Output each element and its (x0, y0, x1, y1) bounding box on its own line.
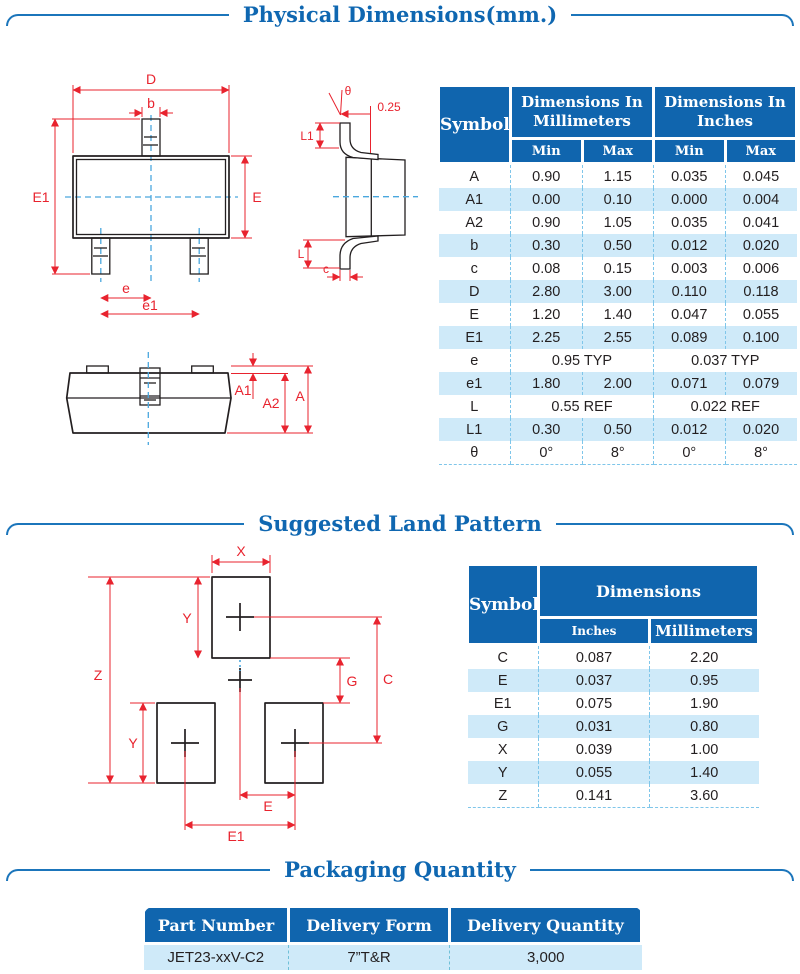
value-cell: 0° (654, 441, 726, 465)
value-cell: 1.15 (582, 164, 654, 189)
symbol-cell: C (497, 649, 508, 666)
section-title-physical-dimensions (0, 2, 800, 27)
delivery-quantity-cell: 3,000 (450, 944, 642, 971)
symbol-cell: Z (468, 784, 539, 808)
value-cell: 0.110 (654, 280, 726, 303)
dim-label-A: A (295, 388, 305, 404)
value-cell: 1.40 (650, 761, 759, 784)
col-header-millimeters: Millimeters (650, 618, 759, 645)
table-row (468, 738, 759, 761)
value-cell: 0.000 (654, 188, 726, 211)
lead-top (340, 123, 378, 160)
page-title: Physical Dimensions(mm.) (242, 2, 558, 27)
value-cell: 0.012 (654, 234, 726, 257)
table-row (468, 761, 759, 784)
dim-label-E1: E1 (227, 828, 245, 844)
value-cell: 0.087 (539, 645, 650, 670)
table-row (468, 715, 759, 738)
value-cell: 0° (511, 441, 583, 465)
symbol-cell: c (470, 260, 478, 277)
dim-label-Y-bottom: Y (128, 735, 138, 751)
section-title-packaging (0, 857, 800, 882)
value-cell: 0.071 (654, 372, 726, 395)
value-cell: 1.80 (511, 372, 583, 395)
title-rule-left (6, 869, 270, 881)
value-cell: 2.80 (511, 280, 583, 303)
symbol-cell: b (439, 234, 511, 257)
value-cell: 0.90 (511, 164, 583, 189)
value-cell: 0.020 (725, 234, 797, 257)
col-header-delivery-quantity: Delivery Quantity (450, 907, 642, 944)
table-row (439, 349, 797, 372)
value-cell: 0.079 (725, 372, 797, 395)
dim-label-offset: 0.25 (377, 100, 401, 114)
table-row (144, 944, 642, 971)
dim-label-theta: θ (344, 84, 352, 98)
section-title-land-pattern (0, 511, 800, 536)
symbol-cell: L (470, 398, 479, 415)
table-row (439, 418, 797, 441)
table-row (439, 303, 797, 326)
value-cell: 0.012 (654, 418, 726, 441)
symbol-cell: E (469, 306, 480, 323)
value-cell: 1.00 (650, 738, 759, 761)
value-cell: 1.20 (511, 303, 583, 326)
dimensions-table (437, 84, 798, 465)
value-cell: 2.55 (582, 326, 654, 349)
symbol-cell: E (468, 669, 539, 692)
symbol-cell: E1 (493, 695, 512, 712)
value-cell: 0.118 (725, 280, 797, 303)
dim-label-L1: L1 (300, 129, 314, 143)
table-row (439, 280, 797, 303)
value-cell: 2.00 (582, 372, 654, 395)
value-cell: 0.141 (539, 784, 650, 808)
table-row (468, 784, 759, 808)
top-tab-right (192, 366, 214, 373)
value-cell: 0.037 (539, 669, 650, 692)
value-cell: 1.90 (650, 692, 759, 715)
dim-label-L: L (297, 247, 305, 261)
land-pattern-table (466, 563, 760, 808)
value-cell: 0.055 (539, 761, 650, 784)
value-cell: 0.80 (650, 715, 759, 738)
symbol-cell: E1 (439, 326, 511, 349)
title-rule-right (571, 14, 794, 26)
col-header-delivery-form: Delivery Form (289, 907, 450, 944)
table-row (439, 326, 797, 349)
symbol-cell: A (469, 168, 480, 185)
value-cell: 0.08 (511, 257, 583, 280)
dim-label-G: G (346, 673, 358, 689)
lead-bottom (340, 236, 378, 269)
package-top-view-drawing (30, 70, 290, 320)
value-cell: 0.047 (654, 303, 726, 326)
value-cell: 0.006 (725, 257, 797, 280)
table-row (439, 211, 797, 234)
table-row (468, 669, 759, 692)
dim-label-C: C (382, 671, 394, 687)
symbol-cell: e1 (439, 372, 511, 395)
dim-label-A2: A2 (262, 395, 280, 411)
dim-label-Z: Z (93, 667, 103, 683)
value-cell: 2.25 (511, 326, 583, 349)
dim-label-c: c (323, 262, 329, 276)
value-cell-span: 0.55 REF (511, 395, 654, 418)
col-header-min: Min (654, 139, 726, 164)
symbol-cell: e (470, 352, 479, 369)
value-cell: 0.075 (539, 692, 650, 715)
value-cell: 0.035 (654, 164, 726, 189)
package-side-view-drawing (293, 80, 438, 292)
value-cell: 0.089 (654, 326, 726, 349)
value-cell: 0.90 (511, 211, 583, 234)
table-row (439, 234, 797, 257)
table-row (468, 692, 759, 715)
col-header-part-number: Part Number (144, 907, 289, 944)
value-cell: 8° (725, 441, 797, 465)
dim-label-D: D (145, 71, 157, 87)
dim-label-e: e (122, 280, 130, 296)
part-number-cell: JET23-xxV-C2 (144, 944, 289, 971)
value-cell: 2.20 (650, 645, 759, 670)
value-cell: 0.100 (725, 326, 797, 349)
table-row (439, 372, 797, 395)
value-cell: 0.031 (539, 715, 650, 738)
symbol-cell: X (497, 741, 508, 758)
table-row (439, 257, 797, 280)
col-header-max: Max (582, 139, 654, 164)
value-cell: 0.30 (511, 234, 583, 257)
title-rule-left (6, 523, 244, 535)
value-cell-span: 0.95 TYP (511, 349, 654, 372)
dim-label-X: X (236, 545, 246, 559)
value-cell: 3.60 (650, 784, 759, 808)
table-row (439, 395, 797, 418)
title-rule-left (6, 14, 229, 26)
symbol-cell: G (468, 715, 539, 738)
top-tab-left (87, 366, 109, 373)
col-header-max: Max (725, 139, 797, 164)
title-rule-right (556, 523, 794, 535)
value-cell: 0.055 (725, 303, 797, 326)
symbol-cell: θ (439, 441, 511, 465)
section-title: Suggested Land Pattern (258, 511, 542, 536)
dim-label-e1: e1 (142, 297, 158, 313)
value-cell: 0.95 (650, 669, 759, 692)
symbol-cell: Y (468, 761, 539, 784)
value-cell: 0.00 (511, 188, 583, 211)
value-cell: 0.50 (582, 418, 654, 441)
packaging-table (142, 905, 643, 970)
symbol-cell: L1 (439, 418, 511, 441)
table-row (439, 441, 797, 465)
col-header-inches: Inches (539, 618, 650, 645)
value-cell: 3.00 (582, 280, 654, 303)
value-cell: 0.045 (725, 164, 797, 189)
value-cell: 8° (582, 441, 654, 465)
section-title: Packaging Quantity (284, 857, 516, 882)
table-row (439, 188, 797, 211)
value-cell: 0.020 (725, 418, 797, 441)
value-cell: 0.039 (539, 738, 650, 761)
value-cell: 0.30 (511, 418, 583, 441)
value-cell: 1.05 (582, 211, 654, 234)
value-cell: 0.041 (725, 211, 797, 234)
col-header-dimensions: Dimensions (539, 565, 759, 618)
table-row (468, 645, 759, 670)
value-cell: 0.003 (654, 257, 726, 280)
value-cell: 0.50 (582, 234, 654, 257)
value-cell: 0.10 (582, 188, 654, 211)
col-header-min: Min (511, 139, 583, 164)
land-pattern-drawing (60, 545, 420, 855)
dim-label-b: b (147, 95, 155, 111)
col-header-in-group: Dimensions In Inches (654, 86, 797, 139)
col-header-symbol: Symbol (468, 565, 539, 645)
col-header-mm-group: Dimensions In Millimeters (511, 86, 654, 139)
title-rule-right (530, 869, 794, 881)
dim-label-E: E (252, 189, 262, 205)
value-cell: 0.004 (725, 188, 797, 211)
value-cell: 0.035 (654, 211, 726, 234)
table-row (439, 164, 797, 189)
dim-label-Y-top: Y (182, 610, 192, 626)
symbol-cell: D (439, 280, 511, 303)
symbol-cell: A2 (465, 214, 484, 231)
symbol-cell: A1 (439, 188, 511, 211)
package-front-view-drawing (55, 345, 325, 450)
value-cell-span: 0.037 TYP (654, 349, 797, 372)
dim-label-E: E (263, 798, 273, 814)
value-cell-span: 0.022 REF (654, 395, 797, 418)
dim-label-A1: A1 (234, 382, 252, 398)
delivery-form-cell: 7”T&R (289, 944, 450, 971)
dim-label-E1: E1 (32, 189, 50, 205)
value-cell: 0.15 (582, 257, 654, 280)
col-header-symbol: Symbol (439, 86, 511, 164)
value-cell: 1.40 (582, 303, 654, 326)
